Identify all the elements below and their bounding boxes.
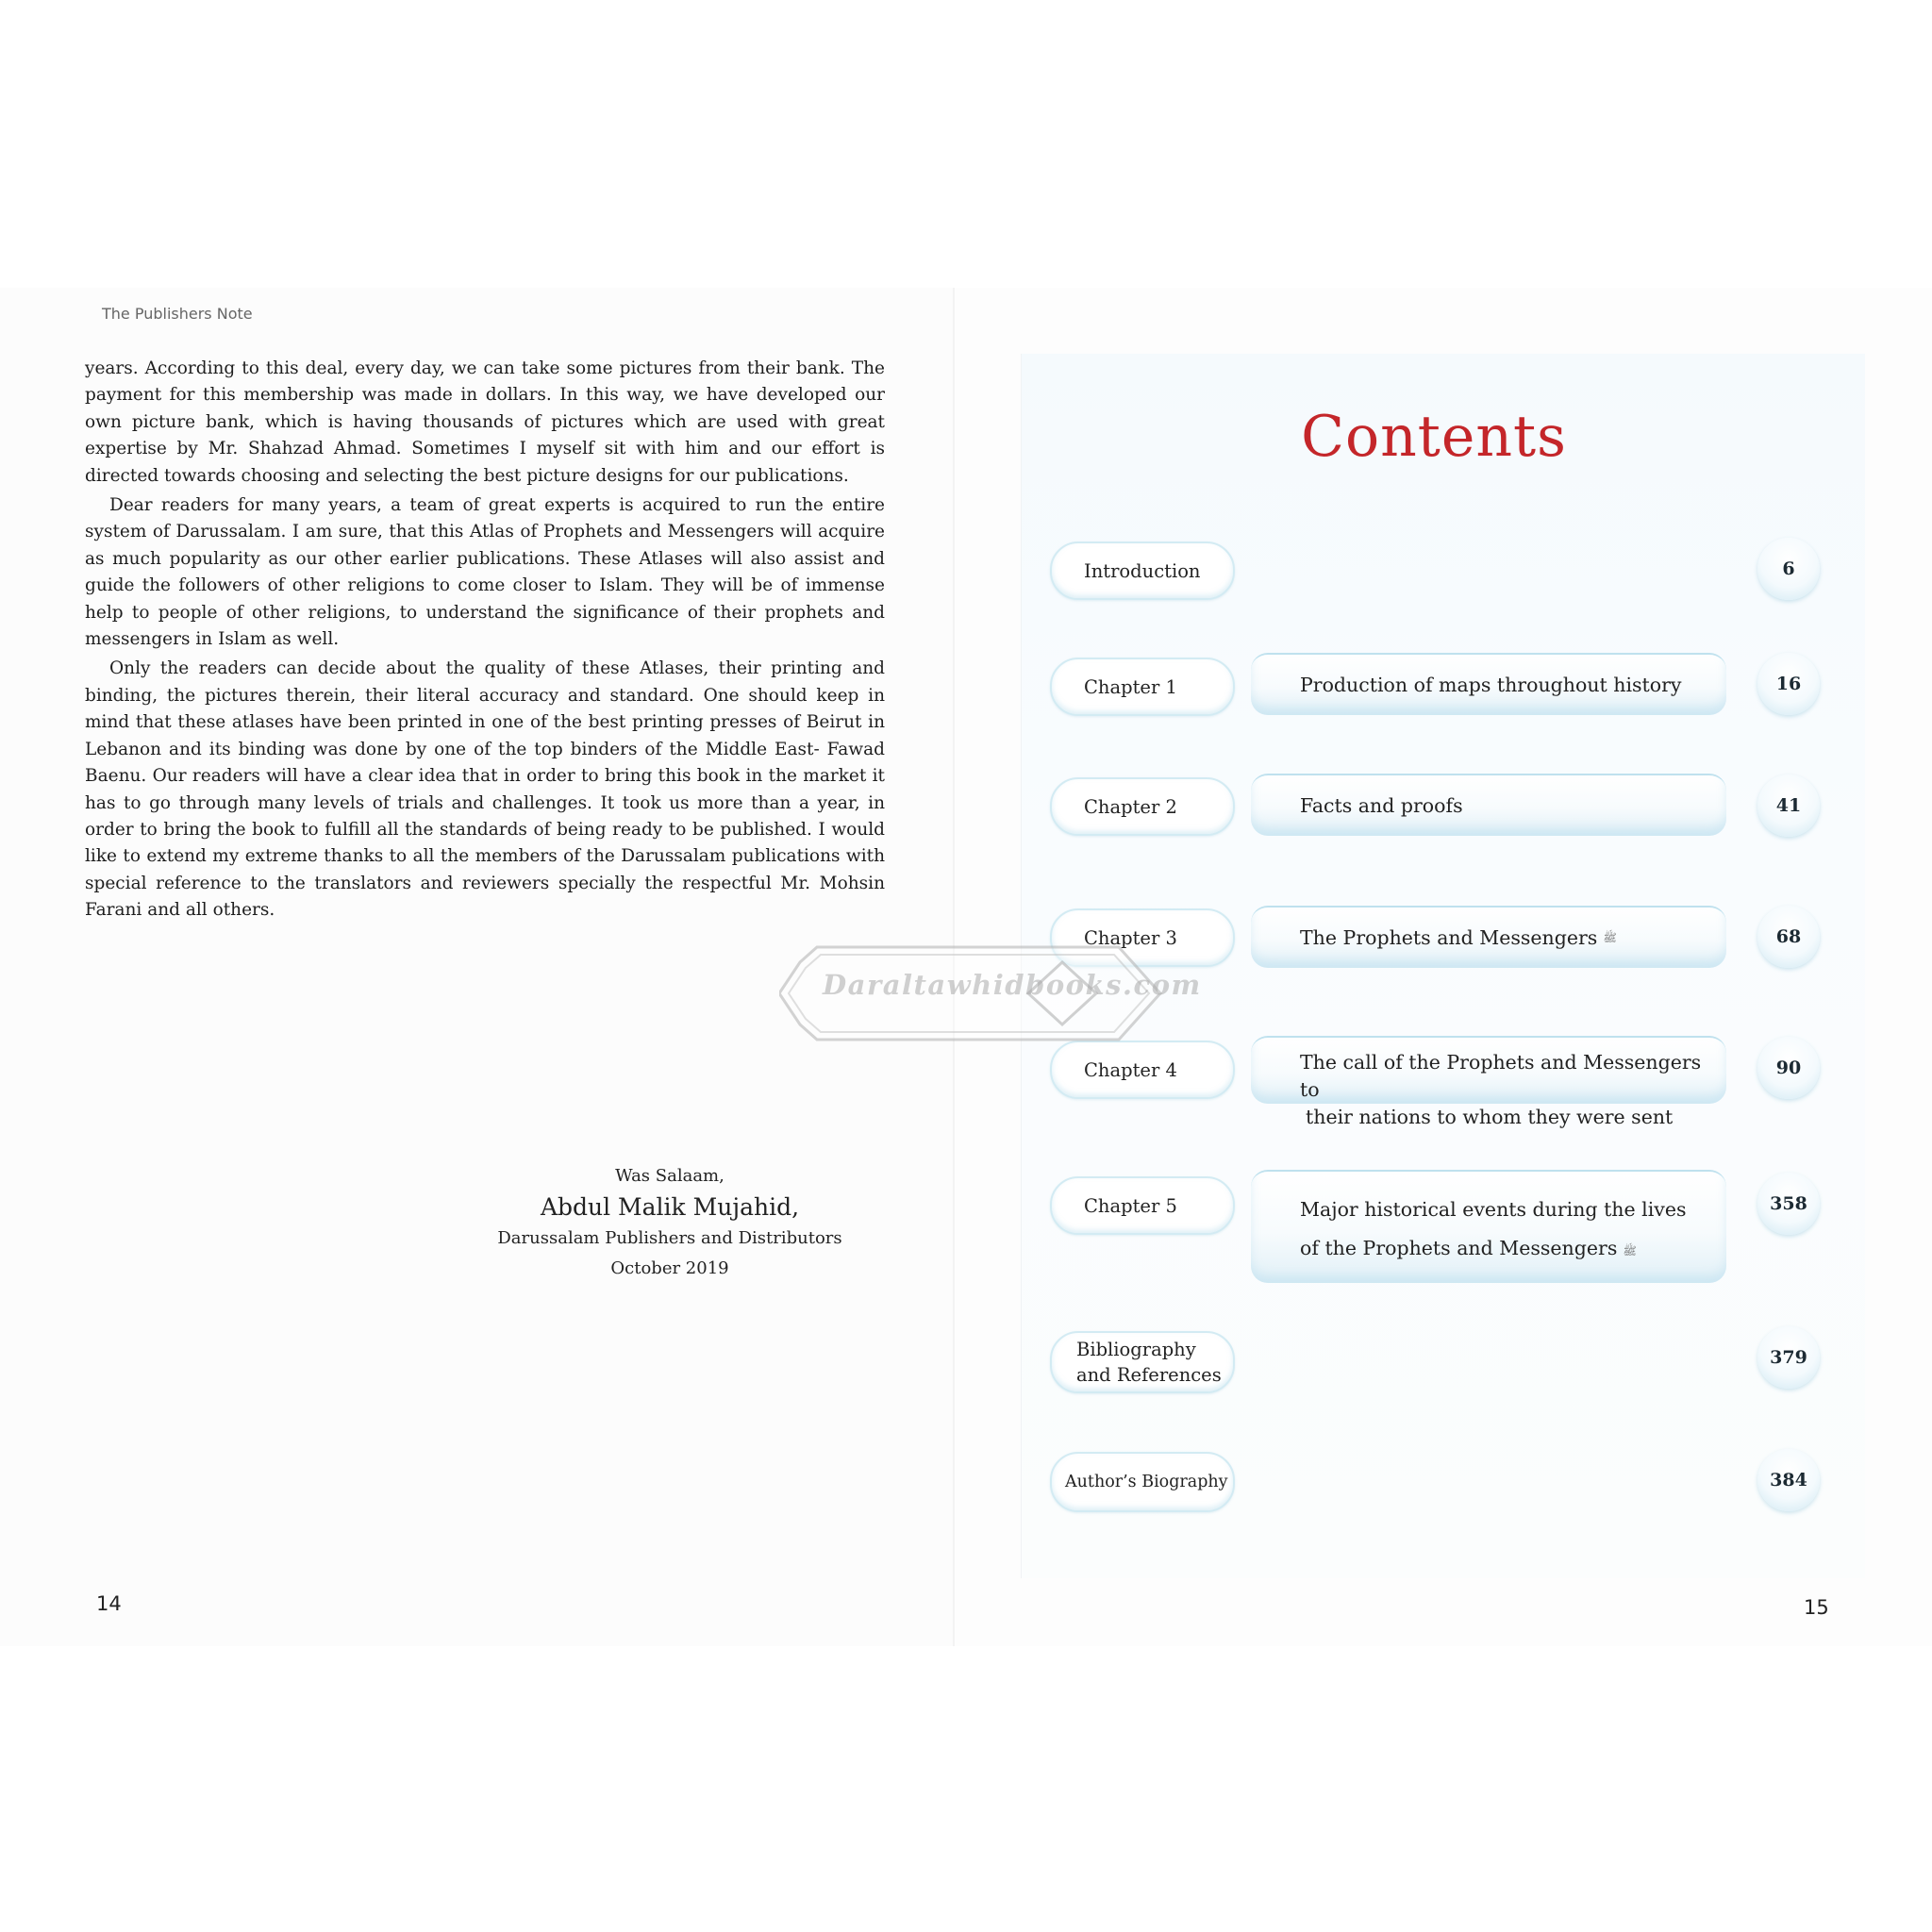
toc-label-text: Chapter 3: [1084, 926, 1177, 949]
running-head: The Publishers Note: [102, 305, 253, 323]
toc-topic-chapter-2[interactable]: [1251, 774, 1726, 836]
toc-topic-line-wrap: [1300, 1229, 1687, 1271]
signoff-salaam: Was Salaam,: [615, 1166, 724, 1186]
toc-topic-text-block: [1300, 1049, 1726, 1131]
toc-topic-text: Facts and proofs: [1300, 793, 1463, 817]
toc-label-text: Author’s Biography: [1065, 1473, 1228, 1491]
toc-page-number[interactable]: 68: [1757, 906, 1820, 968]
toc-page-number[interactable]: 6: [1757, 538, 1820, 600]
signoff-organization: Darussalam Publishers and Distributors: [497, 1228, 842, 1248]
toc-label-chapter-5[interactable]: [1050, 1176, 1235, 1235]
toc-page-number[interactable]: 358: [1757, 1173, 1820, 1235]
toc-topic-line: The call of the Prophets and Messengers to: [1300, 1051, 1702, 1101]
toc-topic-text: Production of maps throughout history: [1300, 673, 1682, 696]
paragraph: years. According to this deal, every day, we can take some pictures from their bank. The payment for this membership was made in dollars. In this way, we have developed our own picture bank, which is having thousands of pictures which are used with great expertise by Mr. Shahzad Ahmad. Sometimes I myself sit with him and our effort is directed towards choosing and selecting the best picture designs for our publications.: [85, 358, 885, 486]
toc-label-line: Bibliography: [1076, 1339, 1196, 1360]
toc-label-chapter-1[interactable]: [1050, 658, 1235, 716]
toc-topic-line: Major historical events during the lives: [1300, 1198, 1687, 1221]
toc-page-number[interactable]: 384: [1757, 1449, 1820, 1511]
honorific-calligraphy-icon: ﷺ: [1603, 930, 1617, 944]
toc-label-text: Introduction: [1084, 559, 1201, 582]
toc-label-authors-biography[interactable]: [1050, 1452, 1235, 1512]
toc-page-number[interactable]: 379: [1757, 1326, 1820, 1389]
toc-label-text: Chapter 5: [1084, 1194, 1177, 1217]
paragraph: Only the readers can decide about the quality of these Atlases, their printing and binding, the pictures therein, their literal accuracy and standard. One should keep in mind that these atlases have been printed in one of the best printing presses of Beirut in Lebanon and its binding was done by one of the top binders of the Middle East- Fawad Baenu. Our readers will have a clear idea that in order to bring this book in the market it has to go through many levels of trials and challenges. It took us more than a year, in order to bring the book to fulfill all the standards of being ready to be published. I would like to extend my extreme thanks to all the members of the Darussalam publications with special reference to the translators and reviewers specially the respectful Mr. Mohsin Farani and all others.: [85, 658, 885, 921]
toc-page-number[interactable]: 41: [1757, 774, 1820, 837]
toc-topic-chapter-1[interactable]: [1251, 653, 1726, 715]
toc-topic-text: The Prophets and Messengers: [1300, 925, 1598, 949]
toc-label-text: Chapter 4: [1084, 1058, 1177, 1081]
toc-label-bibliography[interactable]: [1050, 1331, 1235, 1393]
toc-topic-chapter-4[interactable]: [1251, 1036, 1726, 1128]
page-number-left: 14: [96, 1592, 122, 1615]
honorific-calligraphy-icon: ﷺ: [1623, 1244, 1637, 1257]
toc-label-line: and References: [1076, 1364, 1222, 1386]
signoff-block: [472, 1162, 868, 1285]
signoff-name: Abdul Malik Mujahid,: [540, 1193, 800, 1221]
toc-page-number[interactable]: 16: [1757, 653, 1820, 715]
toc-label-chapter-4[interactable]: [1050, 1041, 1235, 1099]
toc-topic-chapter-3[interactable]: [1251, 906, 1726, 968]
contents-title: Contents: [1301, 404, 1567, 470]
toc-label-introduction[interactable]: [1050, 541, 1235, 600]
publishers-note-body: [85, 356, 885, 927]
page-number-right: 15: [1804, 1596, 1829, 1619]
toc-topic-chapter-5[interactable]: [1251, 1170, 1726, 1283]
watermark-text: Daraltawhidbooks.com: [823, 969, 1202, 1001]
toc-label-text-block: [1076, 1337, 1222, 1388]
toc-label-chapter-2[interactable]: [1050, 777, 1235, 836]
toc-topic-line: their nations to whom they were sent: [1306, 1106, 1674, 1128]
toc-topic-text-block: [1300, 1191, 1687, 1271]
toc-label-text: Chapter 1: [1084, 675, 1177, 698]
toc-topic-line: of the Prophets and Messengers: [1300, 1237, 1618, 1259]
paragraph: Dear readers for many years, a team of great experts is acquired to run the entire system of Darussalam. I am sure, that this Atlas of Prophets and Messengers will acquire as much popularity as our other earlier publications. These Atlases will also assist and guide the followers of other religions to come closer to Islam. They will be of immense help to people of other religions, to understand the significance of their prophets and messengers in Islam as well.: [85, 495, 885, 650]
toc-page-number[interactable]: 90: [1757, 1037, 1820, 1099]
toc-label-text: Chapter 2: [1084, 795, 1177, 818]
signoff-date: October 2019: [610, 1258, 729, 1278]
